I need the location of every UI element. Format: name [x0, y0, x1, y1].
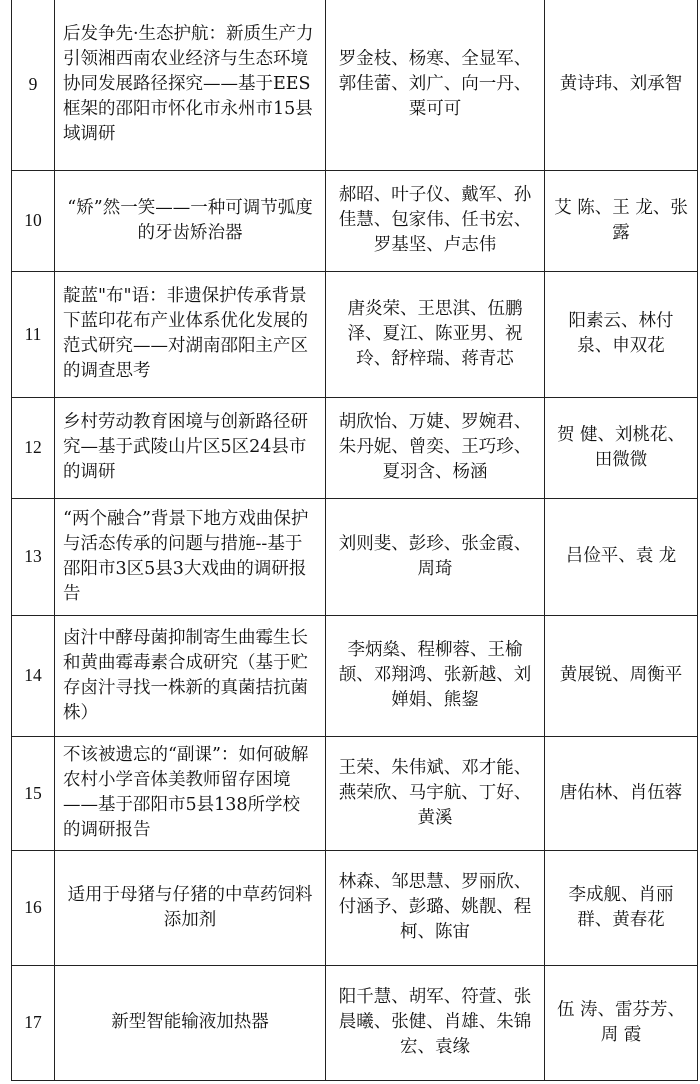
table-row [12, 736, 698, 850]
table-row [12, 965, 698, 1080]
project-authors: 胡欣怡、万婕、罗婉君、朱丹妮、曾奕、王巧珍、夏羽含、杨涵 [326, 397, 545, 498]
row-number: 11 [12, 271, 55, 397]
table-row [12, 498, 698, 615]
row-number: 14 [12, 615, 55, 736]
row-number: 12 [12, 397, 55, 498]
project-authors: 郝昭、叶子仪、戴军、孙佳慧、包家伟、任书宏、罗基坚、卢志伟 [326, 170, 545, 271]
project-advisors: 吕俭平、袁 龙 [545, 498, 698, 615]
project-authors: 林森、邹思慧、罗丽欣、付涵予、彭璐、姚靓、程柯、陈宙 [326, 850, 545, 965]
row-number: 13 [12, 498, 55, 615]
project-advisors: 艾 陈、王 龙、张 露 [545, 170, 698, 271]
row-number: 17 [12, 965, 55, 1080]
project-advisors: 阳素云、林付泉、申双花 [545, 271, 698, 397]
project-advisors: 贺 健、刘桃花、田微微 [545, 397, 698, 498]
project-authors: 阳千慧、胡军、符萱、张晨曦、张健、肖雄、朱锦宏、袁缘 [326, 965, 545, 1080]
project-authors: 唐炎荣、王思淇、伍鹏泽、夏江、陈亚男、祝玲、舒梓瑞、蒋青芯 [326, 271, 545, 397]
project-title: 不该被遗忘的“副课”：如何破解农村小学音体美教师留存困境——基于邵阳市5县138所学校的调研报告 [55, 736, 326, 850]
row-number: 16 [12, 850, 55, 965]
project-title: 靛蓝"布"语：非遗保护传承背景下蓝印花布产业体系优化发展的范式研究——对湖南邵阳主产区的调查思考 [55, 271, 326, 397]
project-advisors: 唐佑林、肖伍蓉 [545, 736, 698, 850]
project-authors: 刘则斐、彭珍、张金霞、周琦 [326, 498, 545, 615]
project-title: 新型智能输液加热器 [55, 965, 326, 1080]
project-advisors: 李成舰、肖丽群、黄春花 [545, 850, 698, 965]
project-title: 卤汁中酵母菌抑制寄生曲霉生长和黄曲霉毒素合成研究（基于贮存卤汁寻找一株新的真菌拮抗菌株） [55, 615, 326, 736]
project-title: 乡村劳动教育困境与创新路径研究—基于武陵山片区5区24县市的调研 [55, 397, 326, 498]
row-number: 9 [12, 0, 55, 170]
project-advisors: 黄展锐、周衡平 [545, 615, 698, 736]
table-row [12, 850, 698, 965]
table-row [12, 397, 698, 498]
project-title: “矫”然一笑——一种可调节弧度的牙齿矫治器 [55, 170, 326, 271]
row-number: 15 [12, 736, 55, 850]
table-row [12, 615, 698, 736]
table-row [12, 271, 698, 397]
project-authors: 罗金枝、杨寒、全显军、郭佳蕾、刘广、向一丹、粟可可 [326, 0, 545, 170]
row-number: 10 [12, 170, 55, 271]
project-authors: 王荣、朱伟斌、邓才能、燕荣欣、马宇航、丁好、黄溪 [326, 736, 545, 850]
table-row [12, 0, 698, 170]
table-row [12, 170, 698, 271]
project-authors: 李炳燊、程柳蓉、王榆颉、邓翔鸿、张新越、刘婵娟、熊鋆 [326, 615, 545, 736]
project-advisors: 黄诗玮、刘承智 [545, 0, 698, 170]
project-advisors: 伍 涛、雷芬芳、周 霞 [545, 965, 698, 1080]
project-table [11, 0, 698, 1081]
project-title: “两个融合”背景下地方戏曲保护与活态传承的问题与措施--基于邵阳市3区5县3大戏曲的调研报告 [55, 498, 326, 615]
project-title: 后发争先·生态护航：新质生产力引领湘西南农业经济与生态环境协同发展路径探究——基于EES框架的邵阳市怀化市永州市15县域调研 [55, 0, 326, 170]
project-title: 适用于母猪与仔猪的中草药饲料添加剂 [55, 850, 326, 965]
